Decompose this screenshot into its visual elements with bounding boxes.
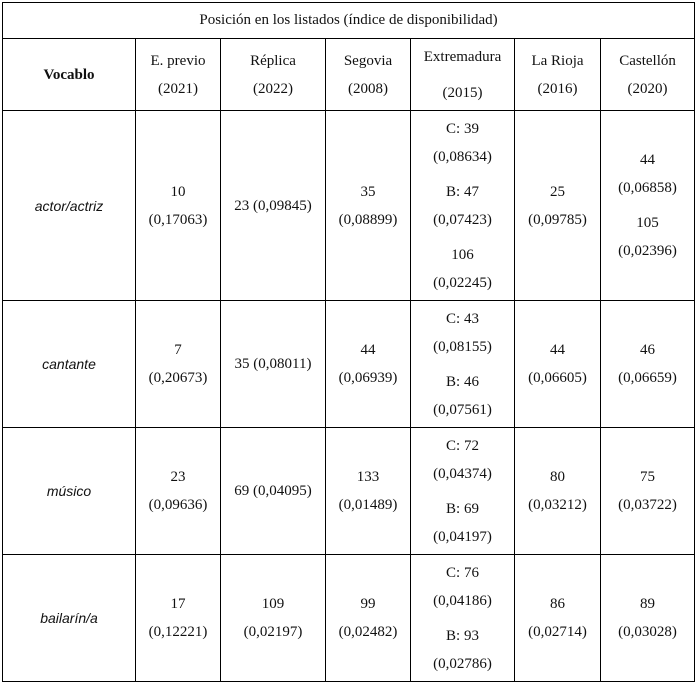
index-value: (0,09785) <box>528 211 587 228</box>
cell-castellon <box>601 555 695 682</box>
cell-extremadura <box>411 111 515 301</box>
cell-castellon <box>601 301 695 428</box>
value-group <box>415 432 510 488</box>
cell-extremadura <box>411 555 515 682</box>
cell-replica <box>221 555 326 682</box>
cell-e-previo <box>136 301 221 428</box>
header-line: (2020) <box>627 80 668 97</box>
index-value: (0,07423) <box>433 211 492 228</box>
rank-value: 35 <box>360 183 376 200</box>
cell-extremadura <box>411 428 515 555</box>
rank-value: 46 <box>640 342 656 358</box>
rank-value: 35 (0,08011) <box>234 356 312 372</box>
rank-value: 75 <box>640 469 656 485</box>
value-group <box>519 178 596 234</box>
vocablo-cell: bailarín/a <box>3 555 136 682</box>
rank-value: 10 <box>170 183 186 200</box>
index-value: (0,03028) <box>618 624 677 640</box>
index-value: (0,06939) <box>338 370 398 386</box>
index-value: (0,02245) <box>433 274 492 291</box>
index-value: (0,02482) <box>338 624 398 640</box>
cell-segovia <box>326 111 411 301</box>
index-value: (0,03722) <box>618 497 677 513</box>
cell-e-previo <box>136 111 221 301</box>
rank-value: B: 47 <box>446 183 479 200</box>
rank-value: 69 (0,04095) <box>234 483 312 499</box>
value-group <box>415 495 510 551</box>
value-group <box>519 463 596 519</box>
header-line: E. previo <box>150 52 206 69</box>
rank-value: 44 <box>640 152 656 168</box>
cell-replica <box>221 428 326 555</box>
rank-value: 44 <box>550 342 565 358</box>
index-value: (0,12221) <box>148 624 208 640</box>
cell-segovia <box>326 301 411 428</box>
header-line: La Rioja <box>531 52 584 69</box>
rank-value: 105 <box>636 215 659 231</box>
value-group <box>605 590 690 646</box>
value-group <box>225 192 321 220</box>
index-value: (0,04197) <box>433 528 492 545</box>
value-group <box>140 590 216 646</box>
index-value: (0,02786) <box>433 655 492 672</box>
cell-segovia <box>326 555 411 682</box>
column-header-castellon <box>601 39 695 111</box>
header-line: (2015) <box>442 84 483 101</box>
cell-la-rioja <box>515 555 601 682</box>
index-value: (0,06659) <box>618 370 677 386</box>
rank-value: 89 <box>640 596 656 612</box>
rank-value: C: 39 <box>446 120 479 137</box>
rank-value: B: 69 <box>446 500 479 517</box>
value-group <box>225 477 321 505</box>
vocablo-cell: músico <box>3 428 136 555</box>
value-group <box>415 241 510 297</box>
header-line: (2021) <box>158 80 198 97</box>
rank-value: C: 43 <box>446 310 479 327</box>
value-group <box>605 209 690 265</box>
cell-la-rioja <box>515 301 601 428</box>
value-group <box>519 590 596 646</box>
index-value: (0,09636) <box>148 497 208 513</box>
value-group <box>519 336 596 392</box>
index-value: (0,06605) <box>528 370 587 386</box>
value-group <box>605 336 690 392</box>
header-line: (2016) <box>537 80 578 97</box>
vocablo-cell: cantante <box>3 301 136 428</box>
index-value: (0,04374) <box>433 465 492 482</box>
column-header-segovia <box>326 39 411 111</box>
cell-e-previo <box>136 428 221 555</box>
header-line: Segovia <box>343 52 393 69</box>
rank-value: 25 <box>550 183 565 200</box>
value-group <box>330 336 406 392</box>
index-value: (0,03212) <box>528 497 587 513</box>
header-line: (2022) <box>253 80 293 97</box>
value-group <box>415 115 510 171</box>
value-group <box>415 178 510 234</box>
value-group <box>140 336 216 392</box>
cell-la-rioja <box>515 428 601 555</box>
rank-value: 17 <box>170 596 186 612</box>
cell-replica <box>221 111 326 301</box>
column-header-vocablo <box>3 39 136 111</box>
value-group <box>415 368 510 424</box>
rank-value: 7 <box>174 342 182 358</box>
cell-castellon <box>601 111 695 301</box>
header-line: Extremadura <box>423 48 502 65</box>
column-header-la-rioja <box>515 39 601 111</box>
cell-extremadura <box>411 301 515 428</box>
table-row <box>3 301 695 428</box>
rank-value: B: 93 <box>446 627 479 644</box>
rank-value: C: 72 <box>446 437 479 454</box>
header-line: Réplica <box>250 52 296 69</box>
index-value: (0,01489) <box>338 497 398 513</box>
availability-table <box>2 2 695 682</box>
rank-value: 23 (0,09845) <box>234 197 312 214</box>
rank-value: 80 <box>550 469 565 485</box>
column-header-replica <box>221 39 326 111</box>
index-value: (0,08634) <box>433 148 492 165</box>
index-value: (0,02197) <box>243 624 303 640</box>
value-group <box>330 178 406 234</box>
cell-e-previo <box>136 555 221 682</box>
value-group <box>140 178 216 234</box>
value-group <box>225 350 321 378</box>
cell-segovia <box>326 428 411 555</box>
rank-value: 106 <box>451 246 474 263</box>
cell-replica <box>221 301 326 428</box>
rank-value: B: 46 <box>446 373 479 390</box>
rank-value: 109 <box>261 596 285 612</box>
index-value: (0,17063) <box>148 211 208 228</box>
rank-value: 86 <box>550 596 565 612</box>
index-value: (0,06858) <box>618 180 677 196</box>
value-group <box>415 622 510 678</box>
cell-castellon <box>601 428 695 555</box>
header-line: Castellón <box>619 52 676 69</box>
table-row <box>3 111 695 301</box>
index-value: (0,02714) <box>528 624 587 640</box>
table-row <box>3 428 695 555</box>
cell-la-rioja <box>515 111 601 301</box>
rank-value: 99 <box>360 596 376 612</box>
rank-value: 23 <box>170 469 186 485</box>
column-header-e-previo <box>136 39 221 111</box>
index-value: (0,20673) <box>148 370 208 386</box>
index-value: (0,02396) <box>618 243 677 259</box>
column-header-extremadura <box>411 39 515 111</box>
value-group <box>330 463 406 519</box>
value-group <box>225 590 321 646</box>
header-line: Vocablo <box>43 66 95 83</box>
value-group <box>605 463 690 519</box>
index-value: (0,07561) <box>433 401 492 418</box>
index-value: (0,08899) <box>338 211 398 228</box>
value-group <box>415 305 510 361</box>
table-row <box>3 555 695 682</box>
rank-value: C: 76 <box>446 564 479 581</box>
table-title: Posición en los listados (índice de disponibilidad) <box>3 3 695 39</box>
index-value: (0,08155) <box>433 338 492 355</box>
index-value: (0,04186) <box>433 592 492 609</box>
value-group <box>415 559 510 615</box>
rank-value: 133 <box>356 469 380 485</box>
value-group <box>330 590 406 646</box>
rank-value: 44 <box>360 342 376 358</box>
header-line: (2008) <box>348 80 388 97</box>
vocablo-cell: actor/actriz <box>3 111 136 301</box>
value-group <box>140 463 216 519</box>
value-group <box>605 146 690 202</box>
